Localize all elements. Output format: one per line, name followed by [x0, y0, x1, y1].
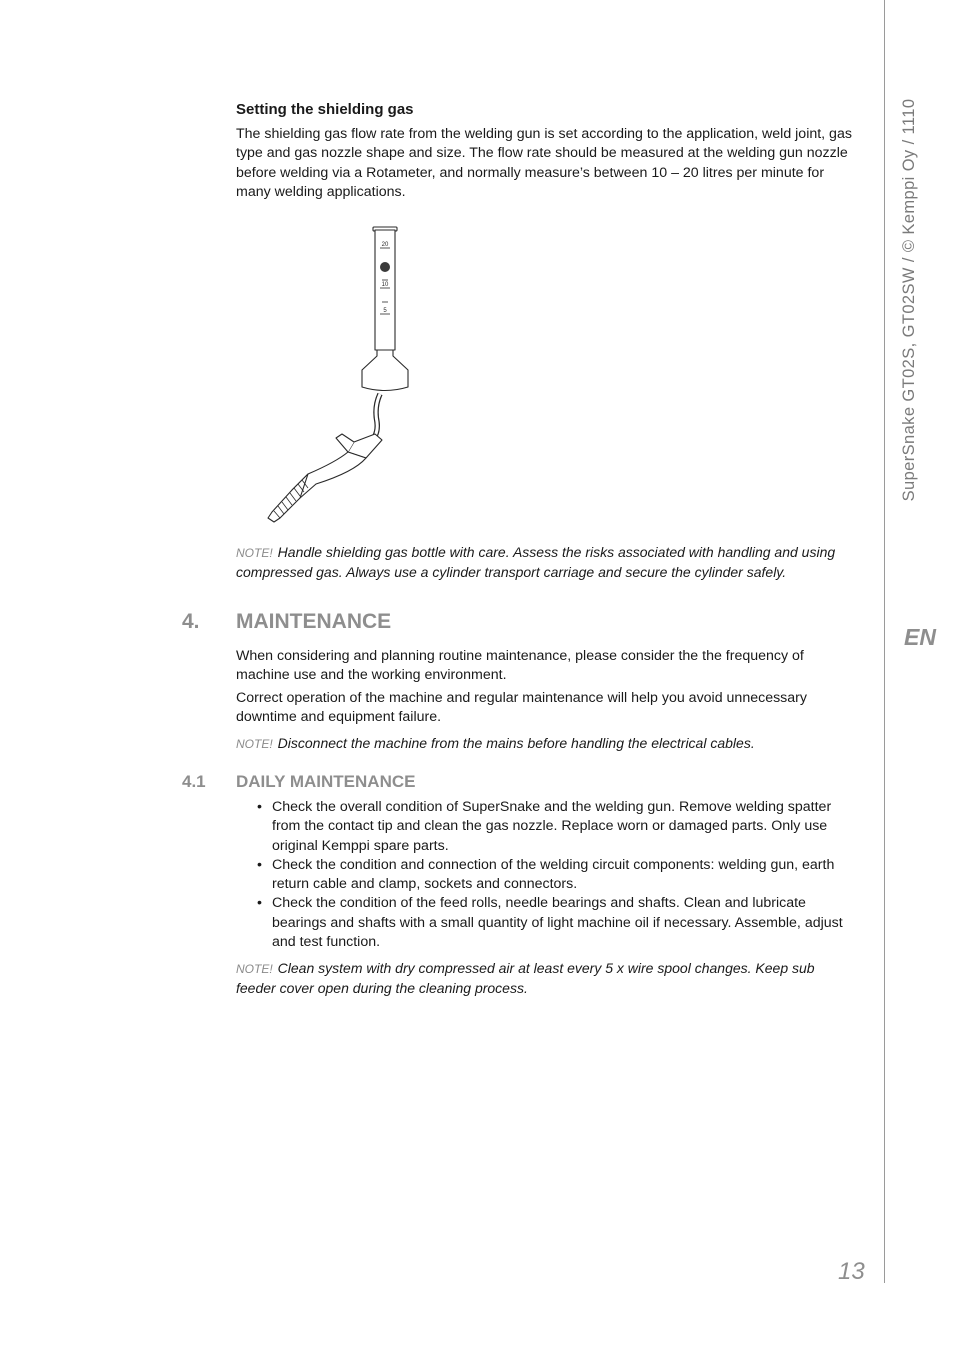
scale-label-20: 20	[381, 242, 389, 248]
note-label: NOTE!	[236, 962, 273, 976]
scale-label-5: 5	[383, 308, 387, 314]
section-number: 4.	[182, 610, 200, 633]
note-label: NOTE!	[236, 737, 273, 751]
daily-maintenance-list	[236, 798, 858, 952]
rotameter-illustration	[256, 222, 426, 527]
page-number: 13	[838, 1258, 865, 1285]
maintenance-paragraph-1: When considering and planning routine maintenance, please consider the the frequency of machine use and the working environment.	[236, 648, 804, 684]
subsection-title-daily-maintenance: DAILY MAINTENANCE	[236, 772, 416, 791]
language-marker: EN	[904, 624, 936, 650]
maintenance-paragraph-2: Correct operation of the machine and regular maintenance will help you avoid unnecessary downtime and equipment failure.	[236, 690, 807, 726]
list-item: • Check the overall condition of SuperSnake and the welding gun. Remove welding spatter from the contact tip and clean the gas nozzle. Replace worn or damaged parts. Only use original Kemppi spare parts.	[236, 798, 858, 856]
section-heading-shielding-gas: Setting the shielding gas	[236, 101, 414, 118]
note-gas-bottle	[236, 543, 858, 583]
margin-divider	[884, 0, 885, 1283]
list-item: • Check the condition of the feed rolls, needle bearings and shafts. Clean and lubricate bearings and shafts with a small quantity of light machine oil if necessary. Assemble, adjust and test function.	[236, 894, 858, 952]
note-text: Handle shielding gas bottle with care. Assess the risks associated with handling and using compressed gas. Always use a cylinder transport carriage and secure the cylinder safely.	[236, 544, 836, 581]
note-clean-system	[236, 959, 858, 999]
scale-label-10: 10	[381, 282, 389, 288]
note-label: NOTE!	[236, 546, 273, 560]
rotameter-float-icon	[380, 262, 390, 272]
note-disconnect	[236, 734, 858, 754]
note-text: Clean system with dry compressed air at least every 5 x wire spool changes. Keep sub feeder cover open during the cleaning process.	[236, 960, 815, 997]
document-footer-vertical: SuperSnake GT02S, GT02SW / © Kemppi Oy / 1110	[900, 98, 918, 502]
note-text: Disconnect the machine from the mains before handling the electrical cables.	[277, 735, 755, 751]
shielding-gas-paragraph: The shielding gas flow rate from the welding gun is set according to the application, weld joint, gas type and gas nozzle shape and size. The flow rate should be measured at the welding gun nozzle before welding via a Rotameter, and normally measure’s between 10 – 20 litres per minute for many welding applications.	[236, 126, 852, 200]
subsection-number: 4.1	[182, 772, 206, 791]
section-title-maintenance: MAINTENANCE	[236, 610, 392, 633]
list-item: • Check the condition and connection of the welding circuit components: welding gun, earth return cable and clamp, sockets and connectors.	[236, 856, 858, 895]
